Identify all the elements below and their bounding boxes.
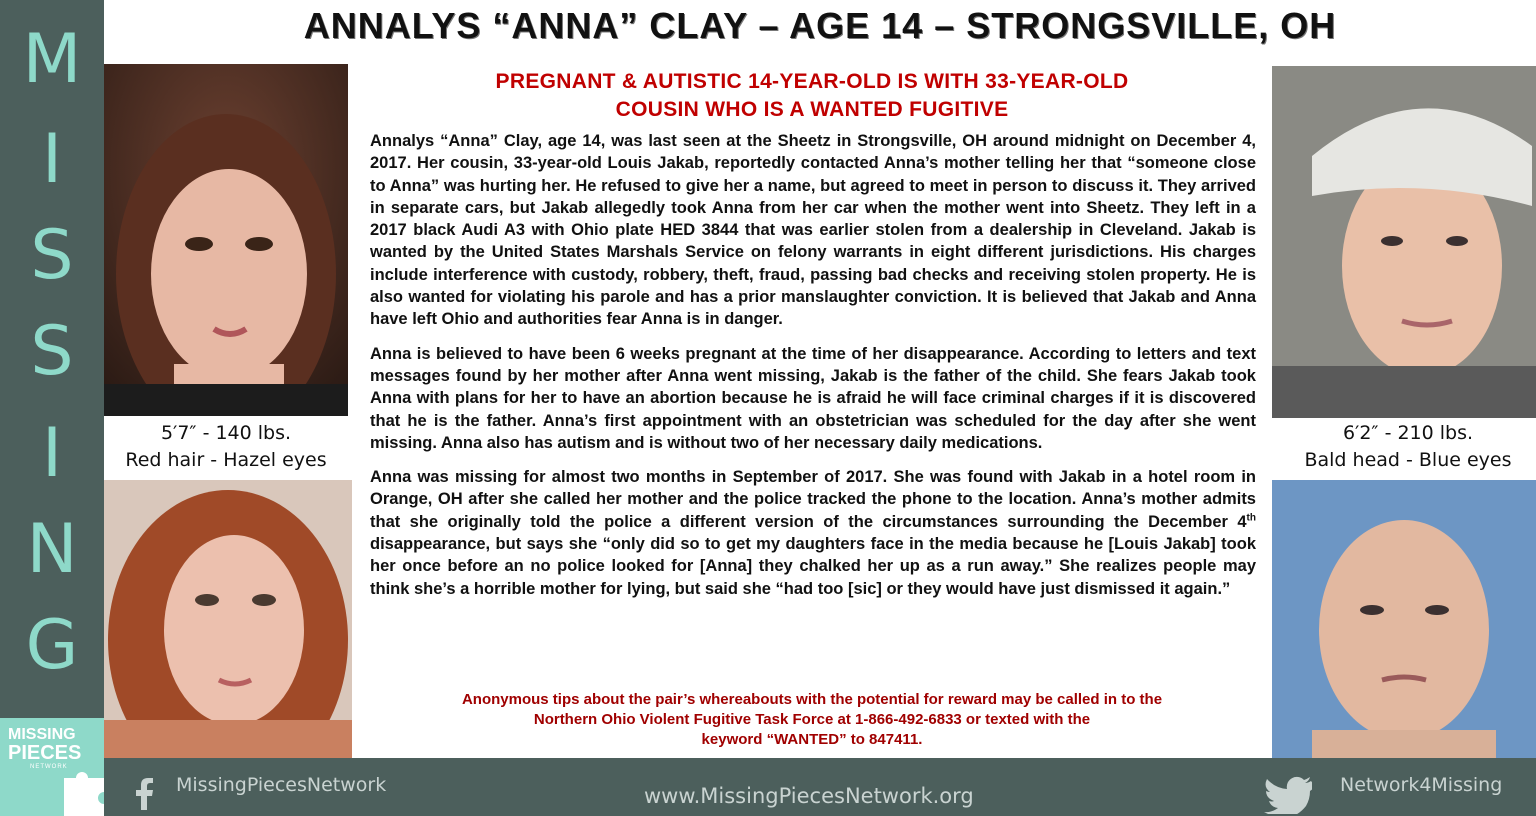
missing-pieces-logo[interactable] <box>0 718 110 816</box>
facebook-icon[interactable] <box>132 778 156 810</box>
puzzle-piece-icon <box>60 766 110 816</box>
jakab-photo-2 <box>1272 480 1536 758</box>
missing-letter: N <box>26 510 78 589</box>
tips-line-2: Northern Ohio Violent Fugitive Task Force at 1-866-492-6833 or texted with the <box>533 711 1091 728</box>
headline-line-1: PREGNANT & AUTISTIC 14-YEAR-OLD IS WITH 33-YEAR-OLD <box>495 70 1129 93</box>
jakab-caption <box>1280 420 1536 474</box>
jakab-photo-1 <box>1272 66 1536 418</box>
paragraph-3 <box>370 466 1256 600</box>
anna-photo-1 <box>104 64 348 416</box>
missing-letter: M <box>22 20 82 99</box>
paragraph-2: Anna is believed to have been 6 weeks pregnant at the time of her disappearance. According to letters and text messages found by her mother after Anna went missing, Jakab is the father of the child. She fears Jakab took Anna with plans for her to have an abortion because he is afraid he will face criminal charges if it is discovered that he is the father. Anna’s first appointment with an obstetrician was scheduled for the day after she went missing. Anna also has autism and is without two of her necessary daily medications. <box>370 344 1256 452</box>
paragraph-3-part-a: Anna was missing for almost two months in September of 2017. She was found with Jakab in a hotel room in Orange, OH after she called her mother and the police tracked the phone to the location. Anna’s mother admits that she originally told the police a different version of the circumstances surrounding the December 4 <box>370 468 1256 531</box>
headline <box>362 68 1262 124</box>
paragraph-1: Annalys “Anna” Clay, age 14, was last seen at the Sheetz in Strongsville, OH around midnight on December 4, 2017. Her cousin, 33-year-old Louis Jakab, reportedly contacted Anna’s mother telling her that “someone close to Anna” was hurting her. He refused to give her a name, but agreed to meet in person to discuss it. They arrived in separate cars, but Jakab allegedly took Anna from her car when the mother went into Sheetz. They left in a 2017 black Audi A3 with Ohio plate HED 3844 that was earlier stolen from a dealership in Cleveland. Jakab is wanted by the United States Marshals Service on felony warrants in eight different jurisdictions. His charges include interference with custody, robbery, theft, fraud, passing bad checks and receiving stolen property. He is also wanted for violating his parole and has a prior manslaughter conviction. It is believed that Jakab and Anna have left Ohio and authorities fear Anna is in danger. <box>370 132 1256 329</box>
anna-stats: 5′7″ - 140 lbs. <box>160 422 292 444</box>
superscript-th: th <box>1246 512 1256 524</box>
missing-letter: S <box>30 216 74 295</box>
logo-line-1: MISSING <box>8 726 76 743</box>
facebook-handle[interactable]: MissingPiecesNetwork <box>176 774 387 796</box>
headline-line-2: COUSIN WHO IS A WANTED FUGITIVE <box>615 98 1009 121</box>
twitter-handle[interactable]: Network4Missing <box>1340 774 1503 796</box>
anna-photo-2 <box>104 480 352 758</box>
anna-caption <box>104 420 348 474</box>
website-link[interactable]: www.MissingPiecesNetwork.org <box>644 784 974 808</box>
logo-line-2: PIECES <box>8 742 82 764</box>
tips-notice <box>362 690 1262 750</box>
page-title: ANNALYS “ANNA” CLAY – AGE 14 – STRONGSVILLE, OH <box>303 5 1337 46</box>
paragraph-3-part-b: disappearance, but says she “only did so to get my daughters face in the media because he [Louis Jakab] took her once before an no police looked for [Anna] they chalked her up as a run away.” She realizes people may think she’s a horrible mother for lying, but said she “had too [sic] or they would have just dismissed it again.” <box>370 535 1256 598</box>
missing-letter: I <box>41 414 63 493</box>
tips-line-1: Anonymous tips about the pair’s whereabouts with the potential for reward may be called in to the <box>461 691 1163 708</box>
footer-bar <box>104 758 1536 816</box>
tips-line-3: keyword “WANTED” to 847411. <box>701 731 923 748</box>
jakab-features: Bald head - Blue eyes <box>1304 449 1512 471</box>
jakab-stats: 6′2″ - 210 lbs. <box>1342 422 1474 444</box>
missing-sidebar <box>0 0 104 816</box>
missing-letter: I <box>41 120 63 199</box>
logo-line-3: NETWORK <box>30 764 68 770</box>
twitter-icon[interactable] <box>1264 776 1312 814</box>
missing-letter: G <box>25 606 79 685</box>
missing-letter: S <box>30 312 74 391</box>
anna-features: Red hair - Hazel eyes <box>125 449 327 471</box>
article-body <box>362 68 1262 612</box>
